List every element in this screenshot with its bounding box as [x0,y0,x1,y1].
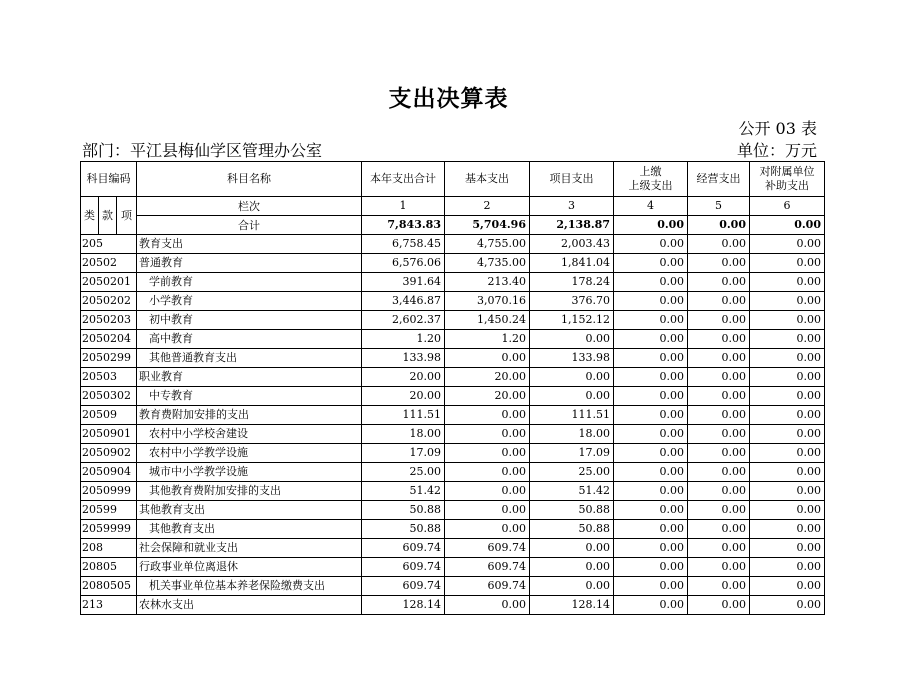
amount-cell: 0.00 [445,482,530,501]
amount-cell: 0.00 [614,558,688,577]
amount-cell: 0.00 [614,235,688,254]
table-row [81,254,825,273]
amount-cell: 0.00 [688,311,750,330]
subject-name: 农林水支出 [137,596,362,615]
amount-cell: 609.74 [362,577,445,596]
amount-cell: 0.00 [445,520,530,539]
amount-cell: 609.74 [445,539,530,558]
amount-cell: 0.00 [750,520,825,539]
expenditure-table [80,161,825,615]
amount-cell: 0.00 [688,292,750,311]
amount-cell: 0.00 [445,501,530,520]
subject-code: 2050202 [81,292,137,311]
amount-cell: 0.00 [688,406,750,425]
table-row [81,596,825,615]
col-num-3: 3 [530,197,614,216]
amount-cell: 50.88 [362,501,445,520]
amount-cell: 51.42 [362,482,445,501]
total-value: 7,843.83 [362,216,445,235]
header-subsidy-line2: 补助支出 [765,179,809,192]
subject-code: 20805 [81,558,137,577]
amount-cell: 609.74 [445,558,530,577]
amount-cell: 0.00 [530,387,614,406]
col-num-1: 1 [362,197,445,216]
amount-cell: 0.00 [614,596,688,615]
amount-cell: 4,735.00 [445,254,530,273]
header-lanci: 栏次 [137,197,362,216]
amount-cell: 20.00 [362,368,445,387]
subject-name: 学前教育 [137,273,362,292]
table-row [81,349,825,368]
amount-cell: 0.00 [614,273,688,292]
amount-cell: 0.00 [750,311,825,330]
subject-name: 行政事业单位离退休 [137,558,362,577]
table-row [81,577,825,596]
table-row [81,406,825,425]
amount-cell: 0.00 [750,273,825,292]
subject-code: 2050204 [81,330,137,349]
amount-cell: 0.00 [530,330,614,349]
amount-cell: 0.00 [530,539,614,558]
amount-cell: 0.00 [750,463,825,482]
subject-code: 2080505 [81,577,137,596]
subject-name: 社会保障和就业支出 [137,539,362,558]
subject-name: 小学教育 [137,292,362,311]
subject-name: 教育费附加安排的支出 [137,406,362,425]
total-value: 0.00 [688,216,750,235]
table-row [81,558,825,577]
table-row [81,463,825,482]
amount-cell: 0.00 [614,577,688,596]
amount-cell: 1.20 [362,330,445,349]
subject-code: 20599 [81,501,137,520]
amount-cell: 0.00 [445,425,530,444]
amount-cell: 0.00 [688,330,750,349]
header-code-group: 科目编码 [81,162,137,197]
table-row [81,425,825,444]
amount-cell: 0.00 [688,235,750,254]
amount-cell: 391.64 [362,273,445,292]
amount-cell: 0.00 [688,482,750,501]
amount-cell: 0.00 [445,406,530,425]
amount-cell: 133.98 [530,349,614,368]
subject-code: 2050302 [81,387,137,406]
amount-cell: 0.00 [688,387,750,406]
table-row [81,311,825,330]
subject-code: 213 [81,596,137,615]
header-lei: 类 [81,197,99,235]
table-row [81,273,825,292]
subject-name: 其他教育支出 [137,501,362,520]
header-upper [614,162,688,197]
subject-name: 普通教育 [137,254,362,273]
amount-cell: 20.00 [362,387,445,406]
table-row [81,501,825,520]
total-value: 0.00 [614,216,688,235]
subject-name: 教育支出 [137,235,362,254]
subject-name: 城市中小学教学设施 [137,463,362,482]
subject-name: 职业教育 [137,368,362,387]
amount-cell: 0.00 [688,254,750,273]
amount-cell: 0.00 [614,368,688,387]
amount-cell: 17.09 [530,444,614,463]
amount-cell: 0.00 [750,577,825,596]
amount-cell: 0.00 [688,463,750,482]
header-subsidy [750,162,825,197]
amount-cell: 0.00 [614,349,688,368]
amount-cell: 0.00 [750,558,825,577]
amount-cell: 3,070.16 [445,292,530,311]
unit-label: 单位：万元 [736,141,817,160]
amount-cell: 0.00 [688,577,750,596]
subject-code: 208 [81,539,137,558]
subject-name: 机关事业单位基本养老保险缴费支出 [137,577,362,596]
total-value: 0.00 [750,216,825,235]
header-business: 经营支出 [688,162,750,197]
amount-cell: 18.00 [530,425,614,444]
table-row [81,520,825,539]
subject-code: 2050902 [81,444,137,463]
lanci-row [81,197,825,216]
amount-cell: 0.00 [614,292,688,311]
subject-name: 农村中小学校舍建设 [137,425,362,444]
total-row [81,216,825,235]
subject-code: 2050203 [81,311,137,330]
header-name: 科目名称 [137,162,362,197]
header-xiang: 项 [117,197,137,235]
amount-cell: 25.00 [530,463,614,482]
amount-cell: 128.14 [362,596,445,615]
amount-cell: 0.00 [750,425,825,444]
table-row [81,539,825,558]
header-upper-line2: 上级支出 [628,179,673,192]
total-value: 2,138.87 [530,216,614,235]
amount-cell: 0.00 [750,330,825,349]
amount-cell: 2,602.37 [362,311,445,330]
amount-cell: 0.00 [614,387,688,406]
amount-cell: 0.00 [750,387,825,406]
amount-cell: 609.74 [445,577,530,596]
amount-cell: 0.00 [614,520,688,539]
amount-cell: 6,758.45 [362,235,445,254]
header-total: 本年支出合计 [362,162,445,197]
subject-code: 2050299 [81,349,137,368]
amount-cell: 25.00 [362,463,445,482]
amount-cell: 0.00 [688,539,750,558]
amount-cell: 20.00 [445,387,530,406]
header-row [81,162,825,197]
table-row [81,482,825,501]
amount-cell: 1,450.24 [445,311,530,330]
amount-cell: 1,841.04 [530,254,614,273]
table-row [81,444,825,463]
amount-cell: 0.00 [445,463,530,482]
table-row [81,387,825,406]
amount-cell: 50.88 [530,501,614,520]
header-subsidy-line1: 对附属单位 [759,165,815,178]
amount-cell: 0.00 [750,539,825,558]
amount-cell: 0.00 [688,520,750,539]
amount-cell: 376.70 [530,292,614,311]
subject-code: 2059999 [81,520,137,539]
subject-code: 205 [81,235,137,254]
amount-cell: 0.00 [750,349,825,368]
amount-cell: 50.88 [530,520,614,539]
amount-cell: 128.14 [530,596,614,615]
col-num-5: 5 [688,197,750,216]
amount-cell: 4,755.00 [445,235,530,254]
amount-cell: 111.51 [530,406,614,425]
amount-cell: 0.00 [688,425,750,444]
subject-name: 其他教育支出 [137,520,362,539]
col-num-6: 6 [750,197,825,216]
subject-name: 初中教育 [137,311,362,330]
amount-cell: 0.00 [614,444,688,463]
amount-cell: 0.00 [530,558,614,577]
amount-cell: 0.00 [750,501,825,520]
amount-cell: 609.74 [362,539,445,558]
amount-cell: 0.00 [750,482,825,501]
total-label: 合计 [137,216,362,235]
amount-cell: 18.00 [362,425,445,444]
col-num-4: 4 [614,197,688,216]
amount-cell: 1.20 [445,330,530,349]
amount-cell: 0.00 [750,254,825,273]
header-project: 项目支出 [530,162,614,197]
amount-cell: 0.00 [614,463,688,482]
amount-cell: 0.00 [614,254,688,273]
subject-name: 农村中小学教学设施 [137,444,362,463]
amount-cell: 51.42 [530,482,614,501]
table-row [81,330,825,349]
subject-code: 20503 [81,368,137,387]
department-label: 部门：平江县梅仙学区管理办公室 [82,141,323,160]
amount-cell: 609.74 [362,558,445,577]
page-title: 支出决算表 [388,86,509,112]
amount-cell: 0.00 [445,349,530,368]
amount-cell: 0.00 [614,425,688,444]
amount-cell: 133.98 [362,349,445,368]
table-row [81,292,825,311]
amount-cell: 0.00 [614,482,688,501]
amount-cell: 0.00 [614,330,688,349]
amount-cell: 0.00 [750,368,825,387]
amount-cell: 0.00 [688,596,750,615]
table-row [81,368,825,387]
subject-code: 20509 [81,406,137,425]
amount-cell: 0.00 [750,444,825,463]
subject-name: 其他普通教育支出 [137,349,362,368]
amount-cell: 0.00 [445,596,530,615]
subject-name: 其他教育费附加安排的支出 [137,482,362,501]
amount-cell: 0.00 [688,501,750,520]
amount-cell: 0.00 [688,273,750,292]
amount-cell: 17.09 [362,444,445,463]
amount-cell: 0.00 [688,444,750,463]
subject-code: 2050201 [81,273,137,292]
amount-cell: 178.24 [530,273,614,292]
form-number: 公开 03 表 [738,119,817,138]
header-upper-line1: 上缴 [639,165,662,178]
amount-cell: 0.00 [614,311,688,330]
amount-cell: 20.00 [445,368,530,387]
amount-cell: 6,576.06 [362,254,445,273]
amount-cell: 0.00 [750,596,825,615]
amount-cell: 50.88 [362,520,445,539]
amount-cell: 0.00 [530,577,614,596]
col-num-2: 2 [445,197,530,216]
amount-cell: 111.51 [362,406,445,425]
amount-cell: 0.00 [445,444,530,463]
subject-code: 2050999 [81,482,137,501]
amount-cell: 0.00 [750,406,825,425]
header-basic: 基本支出 [445,162,530,197]
subject-name: 高中教育 [137,330,362,349]
total-value: 5,704.96 [445,216,530,235]
amount-cell: 0.00 [750,292,825,311]
amount-cell: 0.00 [688,558,750,577]
table-row [81,235,825,254]
amount-cell: 213.40 [445,273,530,292]
amount-cell: 2,003.43 [530,235,614,254]
amount-cell: 3,446.87 [362,292,445,311]
amount-cell: 0.00 [750,235,825,254]
amount-cell: 0.00 [614,539,688,558]
subject-code: 2050904 [81,463,137,482]
amount-cell: 0.00 [614,501,688,520]
subject-code: 20502 [81,254,137,273]
header-kuan: 款 [99,197,117,235]
subject-name: 中专教育 [137,387,362,406]
amount-cell: 0.00 [688,368,750,387]
amount-cell: 0.00 [688,349,750,368]
subject-code: 2050901 [81,425,137,444]
amount-cell: 0.00 [614,406,688,425]
amount-cell: 1,152.12 [530,311,614,330]
amount-cell: 0.00 [530,368,614,387]
